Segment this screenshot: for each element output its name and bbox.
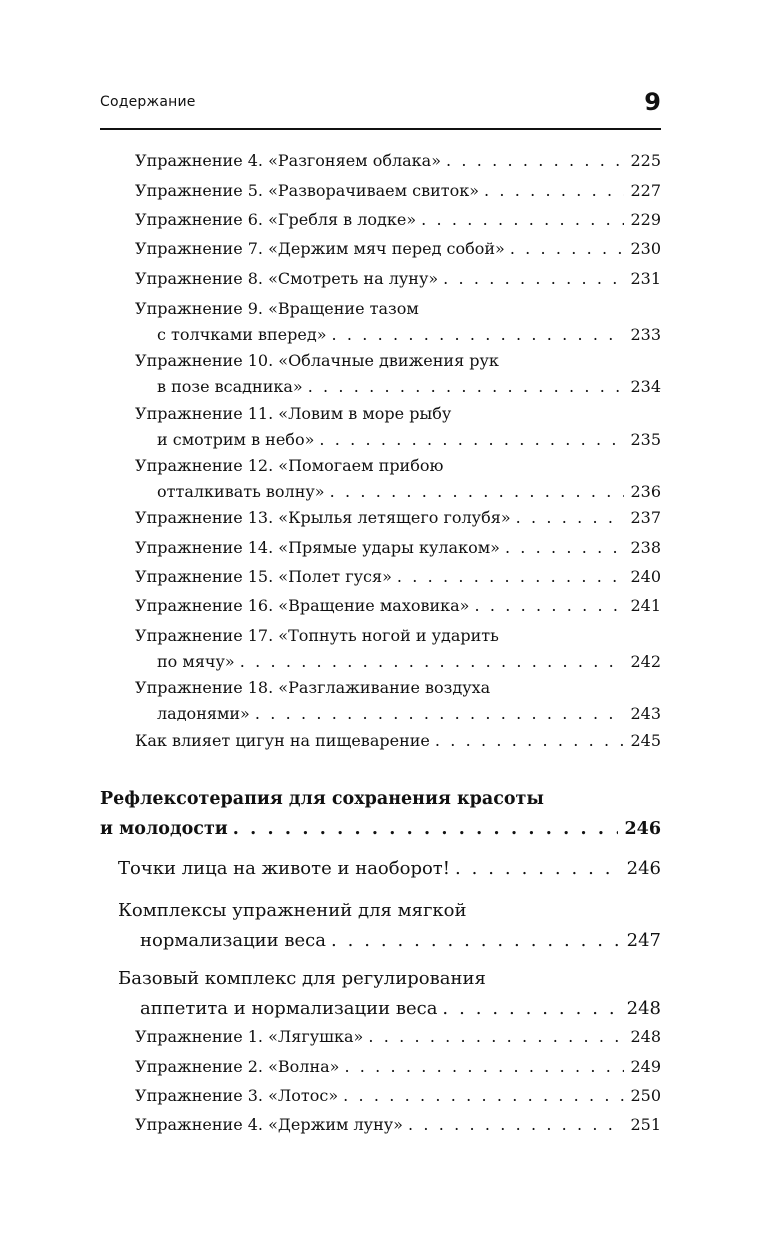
toc-entry (135, 453, 661, 505)
toc-entry (135, 401, 661, 453)
toc-entry-title: ладонями» (157, 704, 250, 723)
dot-leader (255, 701, 625, 727)
toc-page-number: 240 (630, 567, 661, 586)
toc-entry (135, 675, 661, 727)
toc-entry (135, 728, 661, 754)
dot-leader (408, 1112, 624, 1138)
toc-entry-title: Упражнение 2. «Волна» (135, 1057, 340, 1076)
toc-entry (135, 564, 661, 590)
toc-page-number: 243 (630, 704, 661, 723)
dot-leader (233, 814, 619, 844)
toc-page-number: 242 (630, 652, 661, 671)
toc-entry-title: Упражнение 17. «Топнуть ногой и ударить (135, 626, 499, 645)
toc-page-number: 236 (630, 482, 661, 501)
toc-page-number: 233 (630, 325, 661, 344)
toc-page-number: 246 (626, 858, 661, 879)
toc-page-number: 237 (630, 508, 661, 527)
toc-page-number: 241 (630, 596, 661, 615)
toc-entry-title: Упражнение 13. «Крылья летящего голубя» (135, 508, 511, 527)
toc-page-number: 249 (630, 1057, 661, 1076)
toc-entry-title: Упражнение 15. «Полет гуся» (135, 567, 392, 586)
toc-entry (135, 178, 661, 204)
toc-page-number: 246 (624, 819, 661, 839)
dot-leader (344, 1054, 624, 1080)
dot-leader (443, 266, 624, 292)
toc-entry (118, 896, 661, 956)
toc-page-number: 247 (626, 930, 661, 951)
toc-entry-title: Упражнение 3. «Лотос» (135, 1086, 339, 1105)
toc-page-number: 235 (630, 430, 661, 449)
toc-entry-title: Упражнение 1. «Лягушка» (135, 1027, 364, 1046)
toc-page-number: 229 (630, 210, 661, 229)
toc-section-heading (100, 784, 661, 844)
toc-entry-title: Упражнение 12. «Помогаем прибою (135, 456, 444, 475)
toc-entry (118, 854, 661, 884)
toc-entry (135, 1112, 661, 1138)
dot-leader (330, 479, 625, 505)
toc-entry-title: в позе всадника» (157, 377, 303, 396)
toc-page-number: 248 (626, 998, 661, 1019)
dot-leader (516, 505, 625, 531)
toc-page-number: 234 (630, 377, 661, 396)
toc-entry (135, 535, 661, 561)
toc-entry (135, 623, 661, 675)
toc-page-number: 248 (630, 1027, 661, 1046)
running-title: Содержание (100, 94, 196, 110)
dot-leader (332, 322, 625, 348)
toc-page-number: 250 (630, 1086, 661, 1105)
dot-leader (421, 207, 624, 233)
dot-leader (368, 1024, 624, 1050)
toc-entry-title: Упражнение 4. «Держим луну» (135, 1115, 403, 1134)
toc-page-number: 251 (630, 1115, 661, 1134)
dot-leader (397, 564, 625, 590)
dot-leader (343, 1083, 624, 1109)
toc-entry (135, 348, 661, 400)
page-number: 9 (644, 88, 661, 116)
toc-entry-title: Как влияет цигун на пищеварение (135, 731, 430, 750)
toc-entry-title: и молодости (100, 819, 228, 839)
dot-leader (435, 728, 625, 754)
toc-page-number: 245 (630, 731, 661, 750)
dot-leader (446, 148, 624, 174)
toc-entry (135, 296, 661, 348)
toc-entry-title: Базовый комплекс для регулирования (118, 968, 486, 989)
toc-entry-title: Упражнение 14. «Прямые удары кулаком» (135, 538, 500, 557)
toc-entry-title: Упражнение 4. «Разгоняем облака» (135, 151, 441, 170)
toc-entry-title: Упражнение 16. «Вращение маховика» (135, 596, 470, 615)
toc-entry (118, 964, 661, 1024)
toc-entry (135, 1024, 661, 1050)
toc-entry-title: нормализации веса (140, 930, 326, 951)
dot-leader (505, 535, 625, 561)
toc-entry-title: Упражнение 8. «Смотреть на луну» (135, 269, 439, 288)
toc-entry-title: по мячу» (157, 652, 235, 671)
dot-leader (240, 649, 625, 675)
dot-leader (442, 994, 620, 1024)
dot-leader (484, 178, 624, 204)
toc-entry (135, 593, 661, 619)
toc-page-number: 238 (630, 538, 661, 557)
dot-leader (308, 374, 625, 400)
toc-entry-title: Упражнение 5. «Разворачиваем свиток» (135, 181, 480, 200)
toc-entry-title: Упражнение 7. «Держим мяч перед собой» (135, 239, 505, 258)
toc-entry (135, 236, 661, 262)
toc-entry-title: с толчками вперед» (157, 325, 327, 344)
toc-entry-title: Рефлексотерапия для сохранения красоты (100, 789, 544, 809)
toc-entry (135, 207, 661, 233)
dot-leader (510, 236, 625, 262)
toc-entry (135, 1083, 661, 1109)
toc-entry-title: отталкивать волну» (157, 482, 325, 501)
toc-entry-title: аппетита и нормализации веса (140, 998, 438, 1019)
toc-entry (135, 505, 661, 531)
toc-page-number: 230 (630, 239, 661, 258)
toc-page-number: 231 (630, 269, 661, 288)
toc-entry-title: Упражнение 11. «Ловим в море рыбу (135, 404, 452, 423)
toc-entry-title: Точки лица на животе и наоборот! (118, 858, 450, 879)
toc-entry-title: Упражнение 10. «Облачные движения рук (135, 351, 499, 370)
toc-entry-title: Упражнение 6. «Гребля в лодке» (135, 210, 417, 229)
toc-entry-title: Комплексы упражнений для мягкой (118, 900, 467, 921)
toc-page-number: 227 (630, 181, 661, 200)
toc-entry-title: Упражнение 9. «Вращение тазом (135, 299, 419, 318)
toc-entry (135, 148, 661, 174)
toc-entry-title: Упражнение 18. «Разглаживание воздуха (135, 678, 491, 697)
dot-leader (474, 593, 624, 619)
dot-leader (455, 854, 621, 884)
toc-entry (135, 266, 661, 292)
toc-page-number: 225 (630, 151, 661, 170)
toc-entry (135, 1054, 661, 1080)
toc-entry-title: и смотрим в небо» (157, 430, 315, 449)
dot-leader (331, 926, 621, 956)
dot-leader (319, 427, 624, 453)
